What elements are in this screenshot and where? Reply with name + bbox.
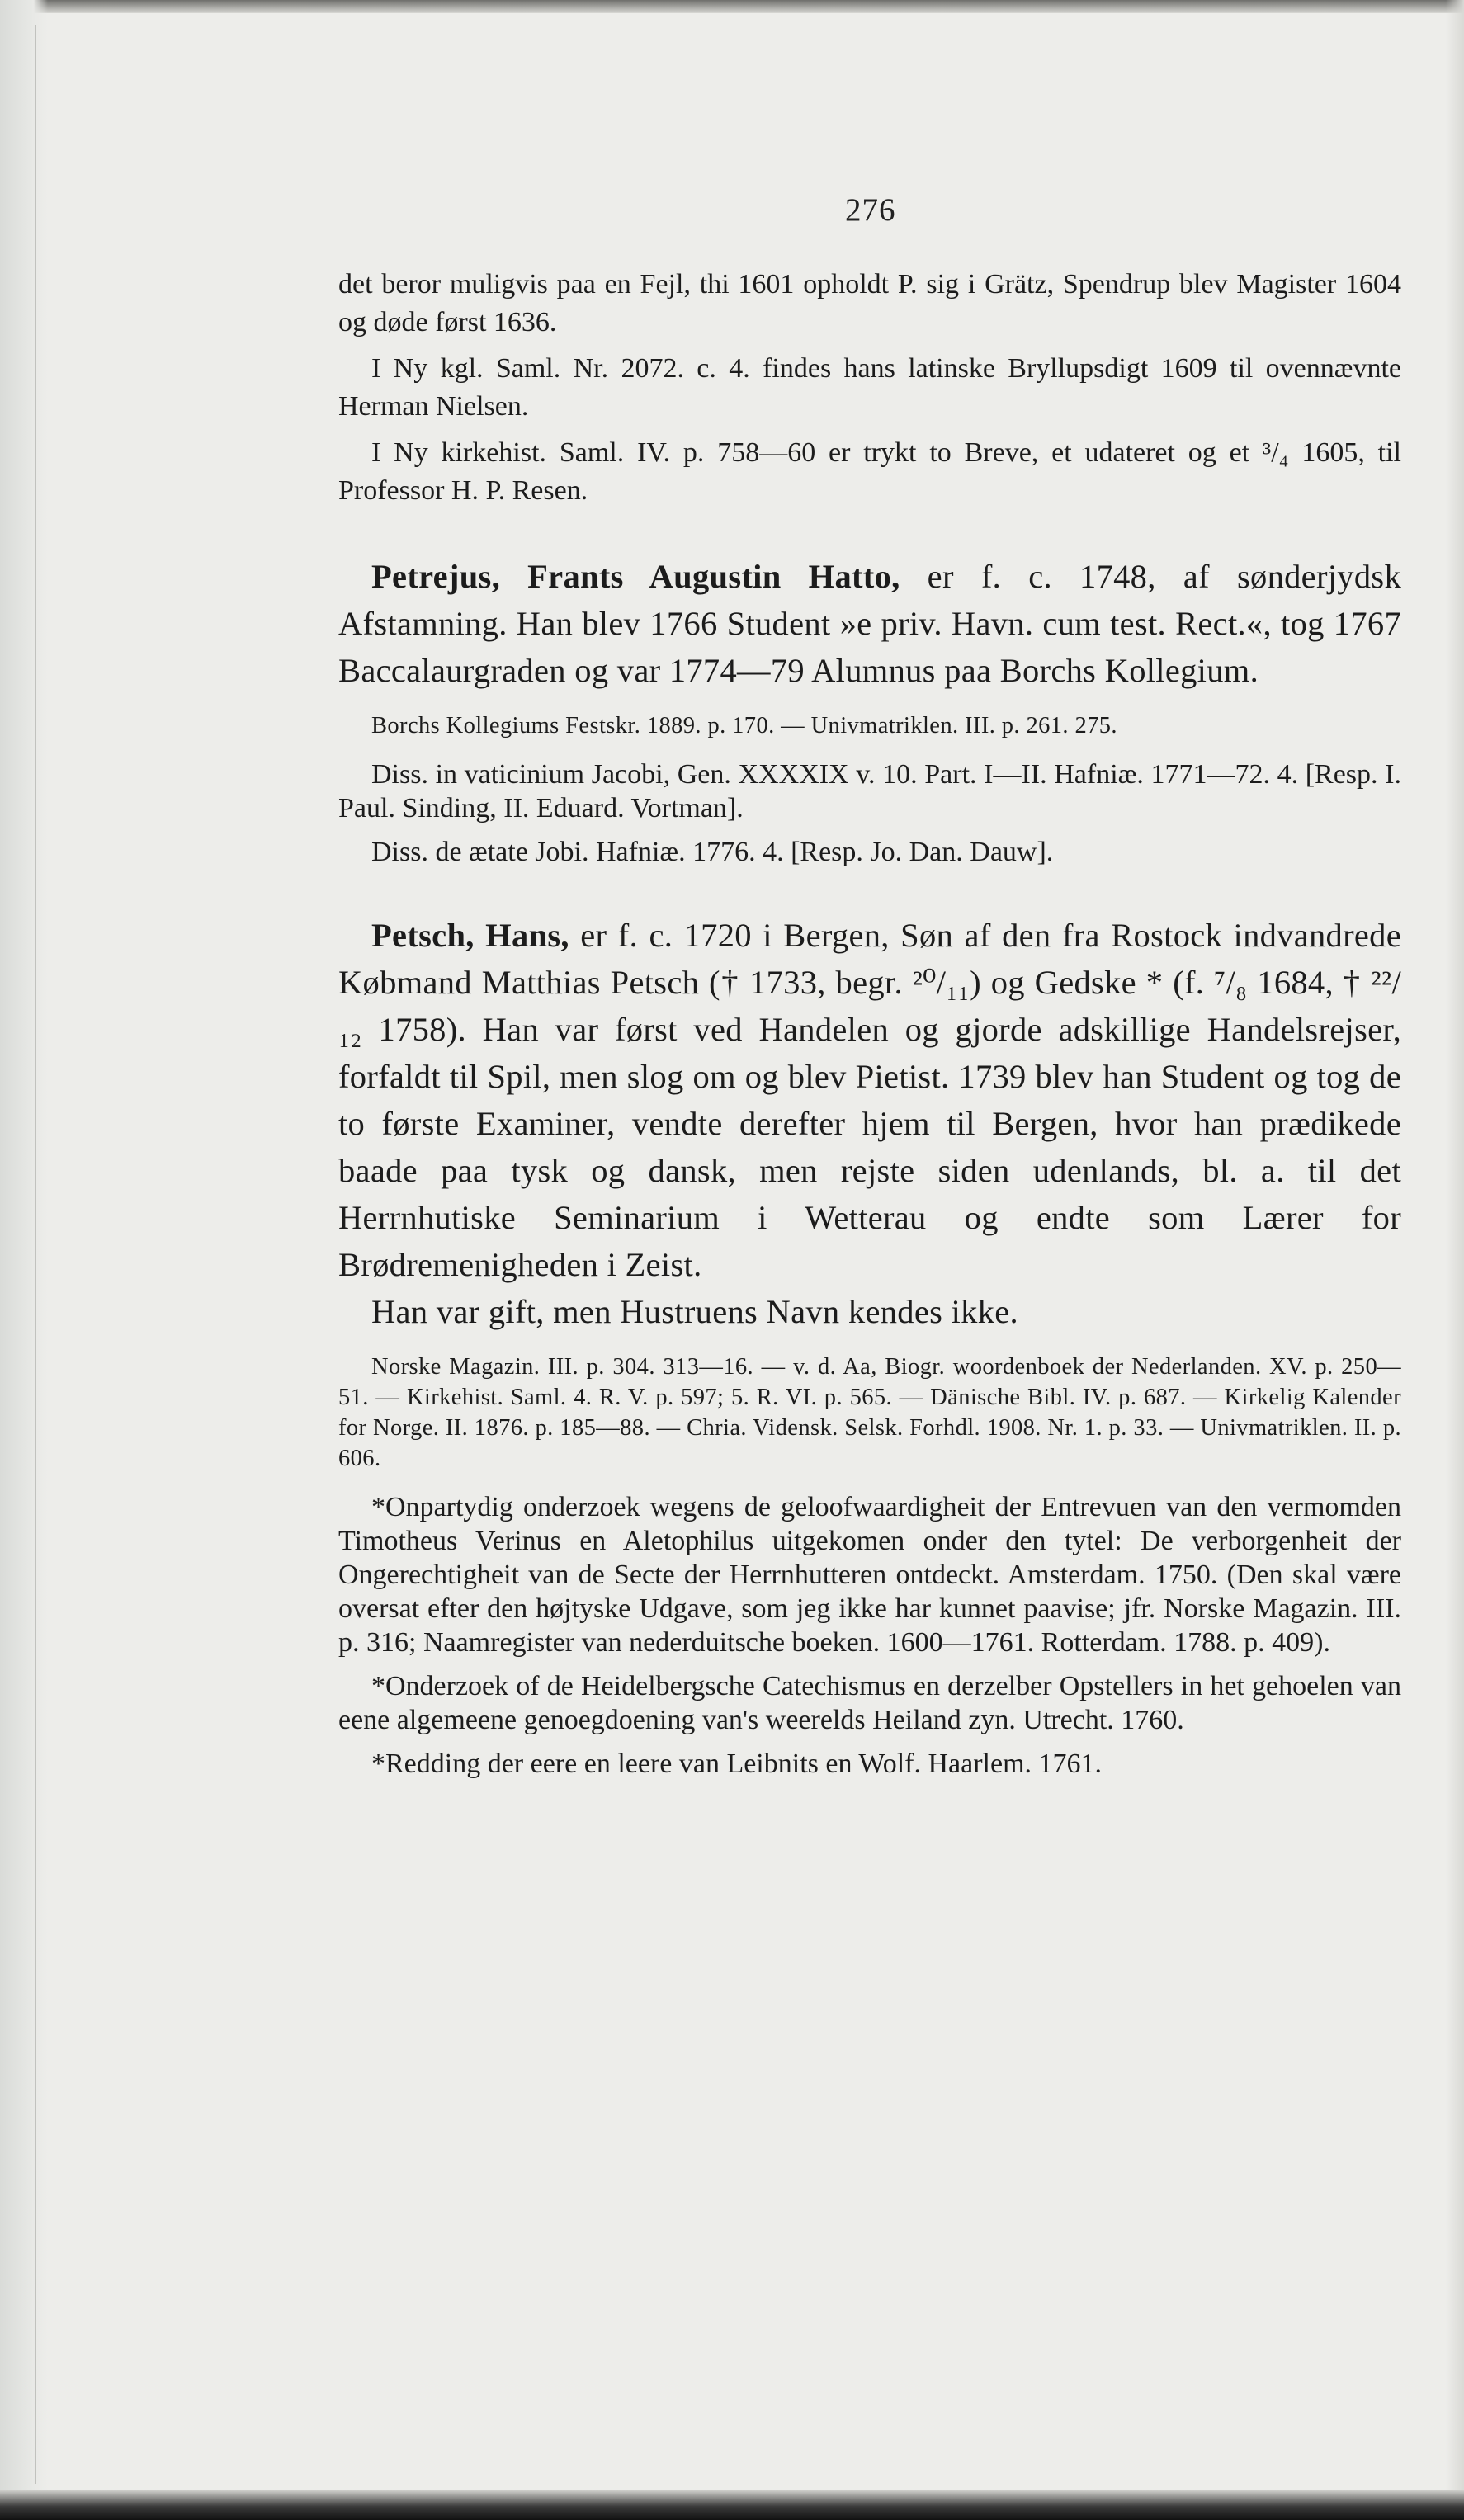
entry-petrejus-name: Petrejus, Frants Augustin Hatto, — [371, 558, 900, 595]
entry-petsch-name: Petsch, Hans, — [371, 917, 569, 954]
entry-petrejus-text: er f. c. 1748, af sønderjydsk Afstamning. Han blev 1766 Student »e priv. Havn. cum test. Rect.«, tog 1767 Baccalaurgraden og var 1774—79 Alumnus paa Borchs Kollegium. — [338, 558, 1401, 689]
page-top-edge — [0, 0, 1464, 13]
entry-petsch-marriage: Han var gift, men Hustruens Navn kendes ikke. — [371, 1293, 1018, 1330]
entry-petsch-references: Norske Magazin. III. p. 304. 313—16. — v. d. Aa, Biogr. woordenboek der Nederlanden. XV. p. 250—51. — Kirkehist. Saml. 4. R. V. p. 597; 5. R. VI. p. 565. — Dänische Bibl. IV. p. 687. — Kirkelig Kalender for Norge. II. 1876. p. 185—88. — Chria. Vidensk. Selsk. Forhdl. 1908. Nr. 1. p. 33. — Univmatriklen. II. p. 606. — [338, 1354, 1401, 1471]
page-spine-shadow — [0, 0, 48, 2520]
entry-petrejus-biography — [338, 553, 1401, 694]
entry-petsch-work-1: *Onpartydig onderzoek wegens de geloofwaardigheit der Entrevuen van den vermomden Timotheus Verinus en Aletophilus uitgekomen onder den tytel: De verborgenheit der Ongerechtigheit van de Secte der Herrnhutteren ontdeckt. Amsterdam. 1750. (Den skal være oversat efter den højtyske Udgave, som jeg ikke har kunnet paavise; jfr. Norske Magazin. III. p. 316; Naamregister van nederduitsche boeken. 1600—1761. Rotterdam. 1788. p. 409). — [338, 1492, 1401, 1658]
entry-petrejus-references: Borchs Kollegiums Festskr. 1889. p. 170. — Univmatriklen. III. p. 261. 275. — [371, 713, 1117, 739]
manuscript-note: I Ny kgl. Saml. Nr. 2072. c. 4. findes hans latinske Bryllupsdigt 1609 til ovennævnte Herman Nielsen. — [338, 353, 1401, 422]
entry-petrejus — [338, 553, 1401, 869]
entry-petsch-work-3: *Redding der eere en leere van Leibnits en Wolf. Haarlem. 1761. — [371, 1748, 1103, 1779]
entry-petrejus-work-1: Diss. in vaticinium Jacobi, Gen. XXXXIX v. 10. Part. I—II. Hafniæ. 1771—72. 4. [Resp. I. Paul. Sinding, II. Eduard. Vortman]. — [338, 759, 1401, 823]
page-number: 276 — [845, 192, 896, 228]
letters-note: I Ny kirkehist. Saml. IV. p. 758—60 er trykt to Breve, et udateret og et ³/₄ 1605, til Professor H. P. Resen. — [338, 437, 1401, 506]
entry-petrejus-work-2: Diss. de ætate Jobi. Hafniæ. 1776. 4. [Resp. Jo. Dan. Dauw]. — [371, 837, 1054, 867]
entry-petsch-work-2: *Onderzoek of de Heidelbergsche Catechismus en derzelber Opstellers in het gehoelen van eene algemeene genoegdoening van's weerelds Heiland zyn. Utrecht. 1760. — [338, 1671, 1401, 1735]
page-bottom-edge — [0, 2490, 1464, 2520]
entry-petsch-text: er f. c. 1720 i Bergen, Søn af den fra Rostock indvandrede Købmand Matthias Petsch († 1733, begr. ²⁰/₁₁) og Gedske * (f. ⁷/₈ 1684, † ²²/₁₂ 1758). Han var først ved Handelen og gjorde adskillige Handelsrejser, forfaldt til Spil, men slog om og blev Pietist. 1739 blev han Student og tog de to første Examiner, vendte derefter hjem til Bergen, hvor han prædikede baade paa tysk og dansk, men rejste siden udenlands, bl. a. til det Herrnhutiske Seminarium i Wetterau og endte som Lærer for Brødremenigheden i Zeist. — [338, 917, 1401, 1283]
entry-petsch — [338, 912, 1401, 1781]
page-body — [338, 266, 1401, 1781]
continued-paragraph: det beror muligvis paa en Fejl, thi 1601 opholdt P. sig i Grätz, Spendrup blev Magister 1604 og døde først 1636. — [338, 269, 1401, 337]
spine-fold-line — [35, 25, 36, 2484]
page-right-edge — [1446, 0, 1464, 2520]
entry-petsch-biography — [338, 912, 1401, 1288]
